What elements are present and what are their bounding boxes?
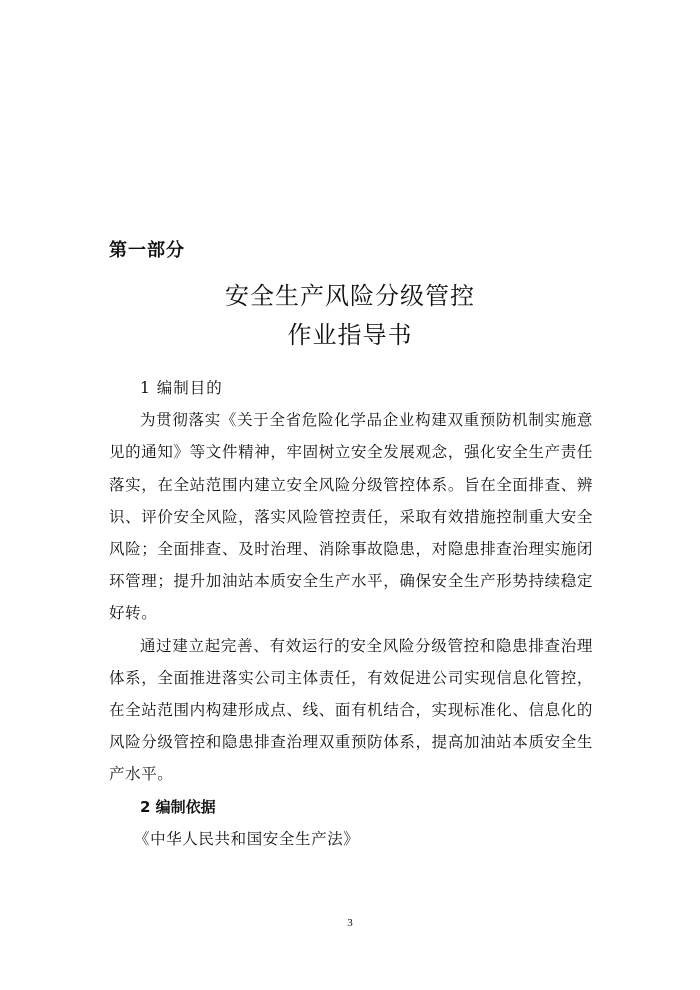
paragraph-purpose-2: 通过建立起完善、有效运行的安全风险分级管控和隐患排查治理体系，全面推进落实公司主体责任，有效促进公司实现信息化管控，在全站范围内构建形成点、线、面有机结合，实现标准化、信息化的风险分级管控和隐患排查治理双重预防体系，提高加油站本质安全生产水平。 — [109, 636, 593, 784]
document-title-line-1: 安全生产风险分级管控 — [225, 282, 475, 310]
document-body — [109, 372, 593, 855]
paragraph-purpose-1: 为贯彻落实《关于全省危险化学品企业构建双重预防机制实施意见的通知》等文件精神，牢固树立安全发展观念，强化安全生产责任落实，在全站范围内建立安全风险分级管控体系。旨在全面排查、辨识、评价安全风险，落实风险管控责任，采取有效措施控制重大安全风险；全面排查、及时治理、消除事故隐患，对隐患排查治理实施闭环管理；提升加油站本质安全生产水平，确保安全生产形势持续稳定好转。 — [109, 411, 593, 623]
section-heading-basis: 2 编制依据 — [140, 797, 216, 816]
document-title-line-2: 作业指导书 — [287, 321, 413, 349]
part-label: 第一部分 — [109, 240, 185, 261]
basis-item-safety-law: 《中华人民共和国安全生产法》 — [134, 829, 360, 848]
section-heading-purpose: 1 编制目的 — [140, 379, 223, 397]
page-number: 3 — [347, 917, 353, 929]
